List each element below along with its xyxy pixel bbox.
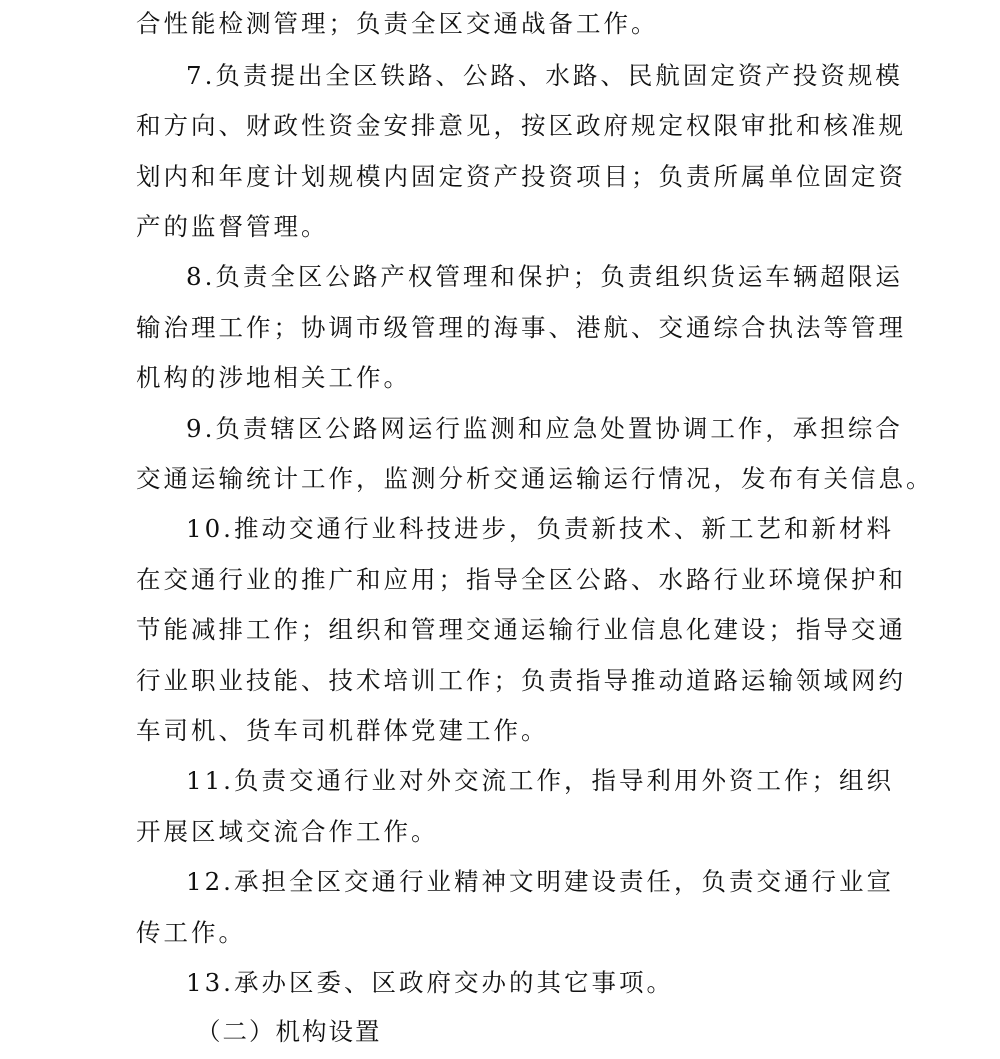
text-line: 节能减排工作；组织和管理交通运输行业信息化建设；指导交通 [136, 615, 906, 644]
text-line: 8.负责全区公路产权管理和保护；负责组织货运车辆超限运 [186, 262, 903, 291]
text-line: 传工作。 [136, 918, 246, 947]
text-line: 输治理工作；协调市级管理的海事、港航、交通综合执法等管理 [136, 313, 906, 342]
text-line: 12.承担全区交通行业精神文明建设责任，负责交通行业宣 [186, 867, 894, 896]
text-line: 7.负责提出全区铁路、公路、水路、民航固定资产投资规模 [186, 61, 903, 90]
section-heading: （二）机构设置 [196, 1017, 382, 1046]
text-line: 13.承办区委、区政府交办的其它事项。 [186, 968, 674, 997]
text-line: 交通运输统计工作，监测分析交通运输运行情况，发布有关信息。 [136, 464, 934, 493]
text-line: 开展区域交流合作工作。 [136, 817, 439, 846]
text-line: 划内和年度计划规模内固定资产投资项目；负责所属单位固定资 [136, 162, 906, 191]
text-line: 产的监督管理。 [136, 212, 329, 241]
text-line: 在交通行业的推广和应用；指导全区公路、水路行业环境保护和 [136, 565, 906, 594]
text-line: 合性能检测管理；负责全区交通战备工作。 [136, 9, 659, 38]
text-line: 11.负责交通行业对外交流工作，指导利用外资工作；组织 [186, 766, 894, 795]
text-line: 10.推动交通行业科技进步，负责新技术、新工艺和新材料 [186, 514, 894, 543]
text-line: 机构的涉地相关工作。 [136, 363, 411, 392]
text-line: 车司机、货车司机群体党建工作。 [136, 716, 549, 745]
text-line: 9.负责辖区公路网运行监测和应急处置协调工作，承担综合 [186, 414, 903, 443]
text-line: 行业职业技能、技术培训工作；负责指导推动道路运输领域网约 [136, 666, 906, 695]
text-line: 和方向、财政性资金安排意见，按区政府规定权限审批和核准规 [136, 111, 906, 140]
